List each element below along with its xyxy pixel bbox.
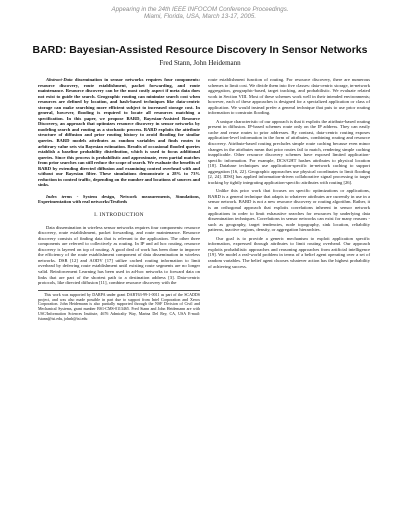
left-column — [38, 77, 200, 322]
conference-header — [0, 6, 400, 21]
index-terms — [38, 194, 200, 205]
right-paragraph-3: Unlike this prior work that focuses on specific optimizations or applications, BARD is a general technique that adapts to whatever attributes are currently in use in a sensor network. BARD is not a new resource discovery or routing algorithm. Rather, it is an orthogonal approach that exploits correlations inherent in sensor network applications in order to limit exhaustive searches for resources by underlying data dissemination techniques. Correlations in sensor networks can exist for many reasons - such as geography, target tendencies, node topography, sink location, reliability patterns, inactive regions, density, or aggregation hierarchies. — [208, 188, 370, 233]
right-paragraph-4: Our goal is to provide a generic mechanism to exploit application specific information, expressed through attributes to limit routing overhead. Our approach exploits probabilistic approaches and reasoning approaches from artificial intelligence [19]. We model a real-world problem in terms of a belief agent operating over a set of random variables. The belief agent chooses whatever action has the highest probability of achieving success. — [208, 235, 370, 269]
paper-title: BARD: Bayesian-Assisted Resource Discovery In Sensor Networks — [32, 44, 368, 56]
abstract-lead: Abstract-Data — [46, 77, 73, 82]
section-heading-introduction: I. INTRODUCTION — [94, 212, 144, 219]
right-paragraph-1: route establishment function of routing. For resource discovery, there are numerous schemes to limit cost. We divide them into five classes: data-centric storage, in-network aggregation, geographic-based, target tracking, and probabilistic. We evaluate related work in Section VIII. Most of these schemes work well in their intended environments; however, each of these approaches is designed for a specialized application or class of application. We would instead prefer a general technique that puts to use prior routing information to constrain flooding. — [208, 77, 370, 116]
right-column — [208, 77, 370, 272]
abstract — [38, 77, 200, 188]
index-terms-text: - System design, Network measurements, Simulations, Experimentation with real networks/Testbeds — [38, 193, 200, 205]
paper-authors: Fred Stann, John Heidemann — [159, 59, 241, 67]
index-terms-lead: Index terms — [46, 193, 73, 199]
abstract-text: dissemination in sensor networks requires four components: resource discovery, route establishment, packet forwarding, and route maintenance. Resource discovery can be the most costly aspect if meta data does not exist to guide the search. Geographic routing can minimize search cost when resources are defined by location, and hash-based techniques like data-centric storage can make searching more efficient subject to increased storage cost. In general, however, flooding is required to locate all resources matching a specification. In this paper, we propose BARD, Bayesian-Assisted Resource Discovery, an approach that optimizes resource discovery in sensor networks by modeling search and routing as a stochastic process. BARD exploits the attribute structure of diffusion and prior routing history to avoid flooding for similar queries. BARD models attributes as random variables and finds routes to arbitrary value sets via Bayesian estimation. Results of occasional flooded queries establish a baseline probability distribution, which is used to focus additional queries. Since this process is probabilistic and approximate, even partial matches from prior searches can still reduce the scope of search. We evaluate the benefits of BARD by extending directed diffusion and examining control overhead with and without our Bayesian filter. These simulations demonstrate a 28% to 73% reduction in control traffic, depending on the number and locations of sources and sinks. — [38, 77, 200, 188]
right-paragraph-2: A unique characteristic of our approach is that it exploits the attribute-based routing present in diffusion. IP-based schemes route only on the IP address. They can easily cache and reuse routes to prior addresses. By contrast, data-centric routing exposes application-level information in the form of attributes, combining routing and resource discovery. Attribute-based routing precludes simple route caching because even minor changes in the attributes mean that prior routes fail to match, rendering simple caching inapplicable. Other resource discovery schemes have exposed limited application-specific information. For example, DCS/GHT hashes attributes to physical location [18]. Database techniques use application-specific in-network caching to support aggregation [16, 22]. Geographic approaches use physical coordinates to limit flooding [2, 24]. IDSQ has applied information-driven collaborative signal processing to target tracking by tightly integrating application-specific attributes with routing [26]. — [208, 118, 370, 185]
header-line-1: Appearing in the 24th IEEE INFOCOM Conference Proceedings. — [111, 6, 289, 13]
intro-paragraph: Data dissemination in wireless sensor networks requires four components: resource discovery, route establishment, packet forwarding, and route maintenance. Resource discovery consists of finding data that is relevant to the application. The other three components are referred to collectively as routing. In IP and ad hoc routing, resource discovery is layered on top of routing. A good deal of work has been done to improve the efficiency of the route establishment component of data dissemination in wireless networks. DSR [12] and AODV [17] utilize cached routing information to limit overhead by deferring route establishment until existing route segments are no longer valid. Reinforcement Learning has been used in ad-hoc networks to forward data on links that are part of the shortest path to a destination address [3]. Data-centric protocols, like directed diffusion [11], combine resource discovery with the — [38, 224, 200, 286]
footnote: This work was supported by DARPA under grant DABT63-99-1-0011 as part of the SCADDS project, and was also made possible in part due to support from Intel Corporation and Xerox Corporation. John Heidemann is also partially supported through the NSF Division of Civil and Mechanical Systems, grant number BS1-CMS-0113465. Fred Stann and John Heidemann are with USC/Information Sciences Institute, 4676 Admiralty Way, Marina Del Rey, CA, USA E-mail: fstann@isi.edu, johnh@isi.edu — [38, 291, 200, 322]
header-line-2: Miami, Florida, USA, March 13-17, 2005. — [143, 13, 257, 21]
